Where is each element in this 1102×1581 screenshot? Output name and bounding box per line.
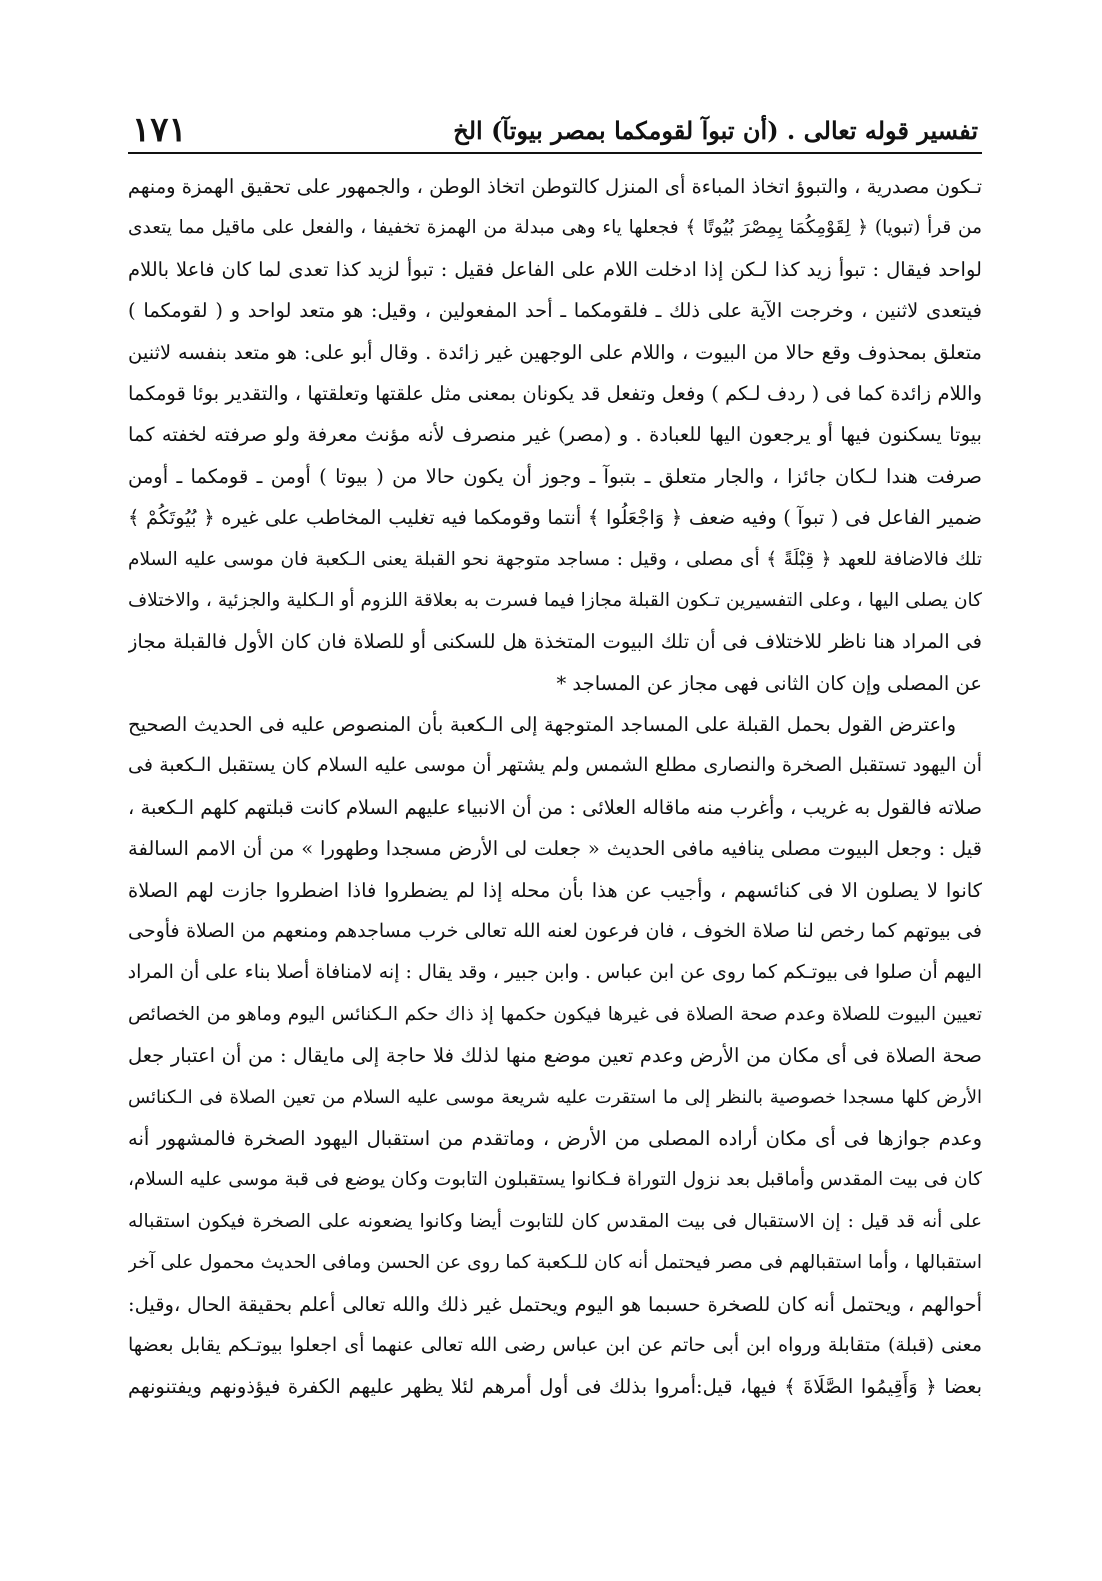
text-line: متعلق بمحذوف وقع حالا من البيوت ، واللام على الوجهين غير زائدة . وقال أبو على: هو متعد بنفسه لاثنين bbox=[128, 340, 982, 364]
text-line: واللام زائدة كما فى ( ردف لـكم ) وفعل وتفعل قد يكونان بمعنى مثل علقتها وتعلقتها ، والتقدير بوئا قومكما bbox=[128, 381, 982, 405]
text-line: وعدم جوازها فى أى مكان أراده المصلى من الأرض ، وماتقدم من استقبال اليهود الصخرة فالمشهور أنه bbox=[128, 1126, 982, 1150]
text-line: صلاته فالقول به غريب ، وأغرب منه ماقاله العلائى : من أن الانبياء عليهم السلام كانت قبلتهم كلهم الـكعبة ، bbox=[128, 795, 982, 819]
text-line: ضمير الفاعل فى ( تبوآ ) وفيه ضعف ﴿ وَاجْعَلُوا ﴾ أنتما وقومكما فيه تغليب المخاطب على غيره ﴿ بُيُوتَكُمْ ﴾ bbox=[128, 506, 982, 530]
page-body bbox=[128, 166, 982, 1408]
text-line: قيل : وجعل البيوت مصلى ينافيه مافى الحديث « جعلت لى الأرض مسجدا وطهورا » من أن الامم السالفة bbox=[128, 837, 982, 861]
text-line: على أنه قد قيل : إن الاستقبال فى بيت المقدس كان للتابوت أيضا وكانوا يضعونه على الصخرة فيكون استقباله bbox=[128, 1210, 982, 1232]
text-line: بعضا ﴿ وَأَقِيمُوا الصَّلَاةَ ﴾ فيها، قيل:أمروا بذلك فى أول أمرهم لئلا يظهر عليهم الكفرة فيؤذونهم ويفتنونهم bbox=[128, 1375, 982, 1399]
text-line: تـكون مصدرية ، والتبوؤ اتخاذ المباءة أى المنزل كالتوطن اتخاذ الوطن ، والجمهور على تحقيق الهمزة ومنهم bbox=[128, 175, 982, 198]
text-line: استقبالها ، وأما استقبالهم فى مصر فيحتمل أنه كان للـكعبة كما روى عن الحسن ومافى الحديث محمول على آخر bbox=[128, 1252, 982, 1274]
text-line: فيتعدى لاثنين ، وخرجت الآية على ذلك ـ فلقومكما ـ أحد المفعولين ، وقيل: هو متعد لواحد و ( لقومكما ) bbox=[128, 299, 982, 323]
text-line: من قرأ (تبويا) ﴿ لِقَوْمِكُمَا بِمِصْرَ بُيُوتًا ﴾ فجعلها ياء وهى مبدلة من الهمزة تخفيفا ، والفعل على ماقيل مما يتعدى bbox=[128, 217, 982, 239]
text-line: اليهم أن صلوا فى بيوتـكم كما روى عن ابن عباس . وابن جبير ، وقد يقال : إنه لامنافاة أصلا بناء على أن المراد bbox=[128, 961, 982, 984]
text-line: أحوالهم ، ويحتمل أنه كان للصخرة حسبما هو اليوم ويحتمل غير ذلك والله تعالى أعلم بحقيقة الحال ،وقيل: bbox=[128, 1292, 982, 1316]
paragraph-end-line: عن المصلى وإن كان الثانى فهى مجاز عن المساجد * bbox=[556, 671, 982, 695]
text-line: لواحد فيقال : تبوأ زيد كذا لـكن إذا ادخلت اللام على الفاعل فقيل : تبوأ لزيد كذا تعدى لما كان فاعلا باللام bbox=[128, 257, 982, 281]
text-line: معنى (قبلة) متقابلة ورواه ابن أبى حاتم عن ابن عباس رضى الله تعالى عنهما أى اجعلوا بيوتـكم يقابل بعضها bbox=[128, 1333, 982, 1356]
text-line: بيوتا يسكنون فيها أو يرجعون اليها للعبادة . و (مصر) غير منصرف لأنه مؤنث معرفة ولو صرفته لخفته كما bbox=[128, 423, 982, 447]
text-line: كانوا لا يصلون الا فى كنائسهم ، وأجيب عن هذا بأن محله إذا لم يضطروا فاذا اضطروا جازت لهم الصلاة bbox=[128, 878, 982, 902]
text-line: تعيين البيوت للصلاة وعدم صحة الصلاة فى غيرها فيكون حكمها إذ ذاك حكم الـكنائس اليوم وماهو من الخصائص bbox=[128, 1003, 982, 1025]
page-number: ١٧١ bbox=[132, 110, 187, 150]
paragraph-start-line: واعترض القول بحمل القبلة على المساجد المتوجهة إلى الـكعبة بأن المنصوص عليه فى الحديث الصحيح bbox=[128, 713, 956, 737]
text-line: صحة الصلاة فى أى مكان من الأرض وعدم تعين موضع منها لذلك فلا حاجة إلى مايقال : من أن اعتبار جعل bbox=[128, 1044, 982, 1068]
text-line: تلك فالاضافة للعهد ﴿ قِبْلَةً ﴾ أى مصلى ، وقيل : مساجد متوجهة نحو القبلة يعنى الـكعبة فان موسى عليه السلام bbox=[128, 548, 982, 570]
page-header bbox=[128, 108, 982, 154]
book-page bbox=[128, 108, 982, 1568]
text-line: فى بيوتهم كما رخص لنا صلاة الخوف ، فان فرعون لعنه الله تعالى خرب مساجدهم ومنعهم من الصلاة فأوحى bbox=[128, 920, 982, 943]
text-line: فى المراد هنا ناظر للاختلاف فى أن تلك البيوت المتخذة هل للسكنى أو للصلاة فان كان الأول فالقبلة مجاز bbox=[128, 630, 982, 654]
text-line: أن اليهود تستقبل الصخرة والنصارى مطلع الشمس ولم يشتهر أن موسى عليه السلام كان يستقبل الـكعبة فى bbox=[128, 754, 982, 777]
text-line: كان فى بيت المقدس وأماقبل بعد نزول التوراة فـكانوا يستقبلون التابوت وكان يوضع فى قبة موسى عليه السلام، bbox=[128, 1169, 982, 1191]
text-line: الأرض كلها مسجدا خصوصية بالنظر إلى ما استقرت عليه شريعة موسى عليه السلام من تعين الصلاة فى الـكنائس bbox=[128, 1086, 982, 1108]
running-title: تفسير قوله تعالى . (أن تبوآ لقومكما بمصر بيوتآ) الخ bbox=[453, 115, 978, 145]
text-line: كان يصلى اليها ، وعلى التفسيرين تـكون القبلة مجازا فيما فسرت به بعلاقة اللزوم أو الـكلية والجزئية ، والاختلاف bbox=[128, 589, 982, 611]
text-line: صرفت هندا لـكان جائزا ، والجار متعلق ـ بتبوآ ـ وجوز أن يكون حالا من ( بيوتا ) أومن ـ قومكما ـ أومن bbox=[128, 464, 982, 488]
